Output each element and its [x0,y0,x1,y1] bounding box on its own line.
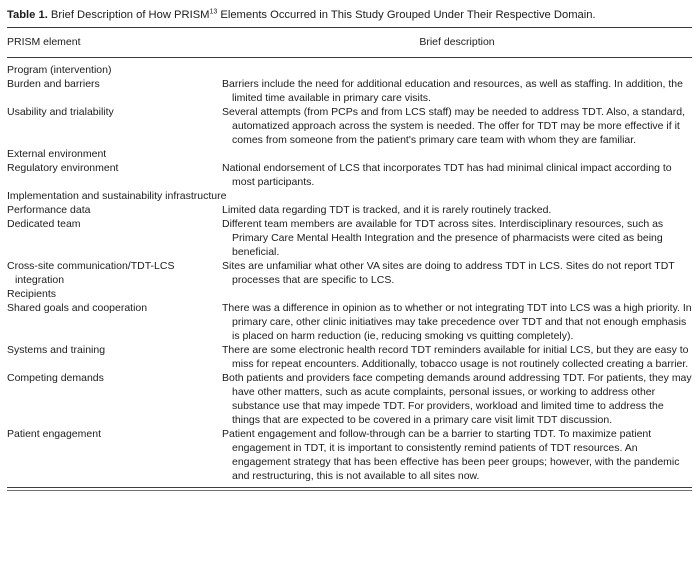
table-title [7,8,692,22]
element-cell [7,217,222,259]
domain-row [7,147,692,161]
element-name: Systems and training [7,344,106,356]
table-row [7,77,692,105]
header-row [7,28,692,58]
element-name: Regulatory environment [7,162,119,174]
description-cell: Several attempts (from PCPs and from LCS staff) may be needed to address TDT. Also, a standard, automatized approach across the system is needed. The offer for TDT may be more effective if it comes from someone from the patient's primary care team with whom they are familiar. [222,106,685,146]
element-cell [7,77,222,105]
domain-cell: External environment [7,148,107,160]
table-bottom-rule [7,487,692,491]
description-cell: National endorsement of LCS that incorporates TDT has had minimal clinical impact according to most participants. [222,162,672,188]
element-cell [7,203,222,217]
element-cell [7,161,222,189]
element-name: Usability and trialability [7,106,114,118]
element-name: Performance data [7,204,91,216]
element-name: Shared goals and cooperation [7,302,148,314]
element-cell [7,259,222,287]
domain-cell: Recipients [7,288,57,300]
table-row [7,203,692,217]
description-cell: There was a difference in opinion as to whether or not integrating TDT into LCS was a high priority. In primary care, other clinic initiatives may take precedence over TDT and that not enough emphasis is placed on harm reduction (ie, reducing smoking vs quitting completely). [222,302,692,342]
domain-cell: Program (intervention) [7,64,112,76]
table-row [7,343,692,371]
column-header-brief-description: Brief description [222,28,692,58]
element-name: Dedicated team [7,218,81,230]
table-caption-rest: Elements Occurred in This Study Grouped Under Their Respective Domain. [217,9,596,21]
element-cell [7,427,222,487]
table-row [7,371,692,427]
reference-superscript: 13 [209,8,218,16]
element-name: Competing demands [7,372,104,384]
description-cell: Barriers include the need for additional education and resources, as well as staffing. In addition, the limited time available in primary care visits. [222,78,683,104]
table-row [7,217,692,259]
element-name: Patient engagement [7,428,101,440]
column-header-prism-element: PRISM element [7,28,222,58]
table-number: Table 1. [7,9,48,21]
table-caption-text: Brief Description of How PRISM [47,9,210,21]
element-cell [7,105,222,147]
description-cell: There are some electronic health record TDT reminders available for initial LCS, but they are easy to miss for repeat encounters. Additionally, tobacco usage is not routinely collected creating a barrier. [222,344,689,370]
table-body [7,58,692,488]
description-cell: Patient engagement and follow-through can be a barrier to starting TDT. To maximize patient engagement in TDT, it is important to consistently remind patients of TDT resources. An engagement strategy that has been effective has been peer groups; however, with the pandemic and restructuring, this is not available to all sites now. [222,428,680,482]
description-cell: Limited data regarding TDT is tracked, and it is rarely routinely tracked. [222,204,552,216]
description-cell: Sites are unfamiliar what other VA sites are doing to address TDT in LCS. Sites do not report TDT processes that are specific to LCS. [222,260,675,286]
domain-row [7,58,692,78]
domain-row [7,189,692,203]
domain-row [7,287,692,301]
element-cell [7,301,222,343]
description-cell: Both patients and providers face competing demands around addressing TDT. For patients, they may have other matters, such as acute complaints, personal issues, or working to address other substance use that may impede TDT. For providers, workload and limited time to address the things that are expected to be covered in a primary care visit limit TDT discussion. [222,372,692,426]
table-row [7,259,692,287]
table-header [7,28,692,58]
element-cell [7,371,222,427]
table-row [7,427,692,487]
domain-cell: Implementation and sustainability infrastructure [7,190,227,202]
table-row [7,105,692,147]
element-name: Cross-site communication/TDT-LCS integration [7,260,175,286]
prism-elements-table [7,27,692,487]
element-name: Burden and barriers [7,78,100,90]
description-cell: Different team members are available for TDT across sites. Interdisciplinary resources, such as Primary Care Mental Health Integration and the presence of pharmacists were cited as being beneficial. [222,218,664,258]
table-row [7,301,692,343]
element-cell [7,343,222,371]
table-row [7,161,692,189]
